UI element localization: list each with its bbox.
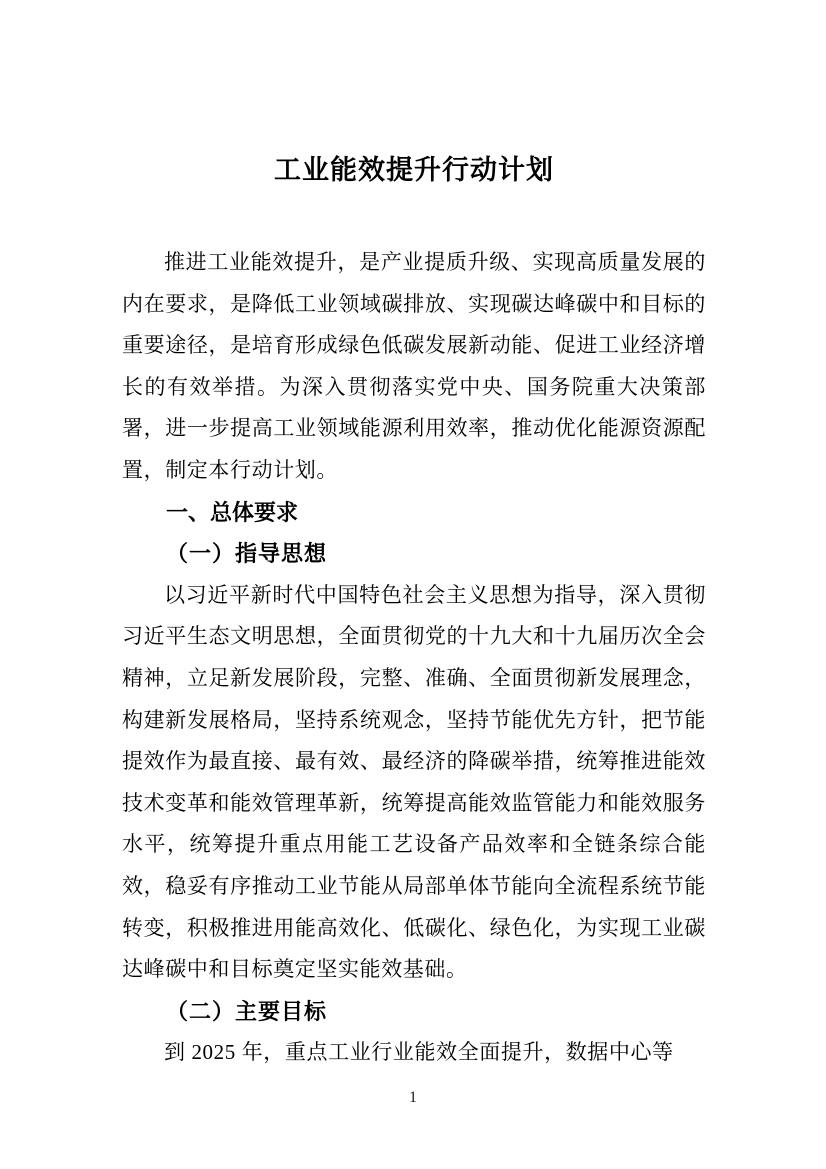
heading-guiding-ideology: （一）指导思想: [166, 541, 328, 567]
heading-main-goals: （二）主要目标: [166, 998, 328, 1024]
document-content: [122, 150, 706, 1074]
document-title: 工业能效提升行动计划: [274, 155, 554, 185]
paragraph-guiding-ideology: 以习近平新时代中国特色社会主义思想为指导，深入贯彻习近平生态文明思想，全面贯彻党的十九大和十九届历次全会精神，立足新发展阶段，完整、准确、全面贯彻新发展理念，构建新发展格局，坚持系统观念，坚持节能优先方针，把节能提效作为最直接、最有效、最经济的降碳举措，统筹推进能效技术变革和能效管理革新，统筹提高能效监管能力和能效服务水平，统筹提升重点用能工艺设备产品效率和全链条综合能效，稳妥有序推动工业节能从局部单体节能向全流程系统节能转变，积极推进用能高效化、低碳化、绿色化，为实现工业碳达峰碳中和目标奠定坚实能效基础。: [122, 582, 706, 982]
page-number: 1: [409, 1089, 417, 1106]
paragraph-main-goals: 到 2025 年，重点工业行业能效全面提升，数据中心等: [164, 1040, 674, 1065]
paragraph-intro: 推进工业能效提升，是产业提质升级、实现高质量发展的内在要求，是降低工业领域碳排放、实现碳达峰碳中和目标的重要途径，是培育形成绿色低碳发展新动能、促进工业经济增长的有效举措。为深入贯彻落实党中央、国务院重大决策部署，进一步提高工业领域能源利用效率，推动优化能源资源配置，制定本行动计划。: [122, 250, 706, 482]
heading-overall-requirements: 一、总体要求: [166, 499, 299, 525]
